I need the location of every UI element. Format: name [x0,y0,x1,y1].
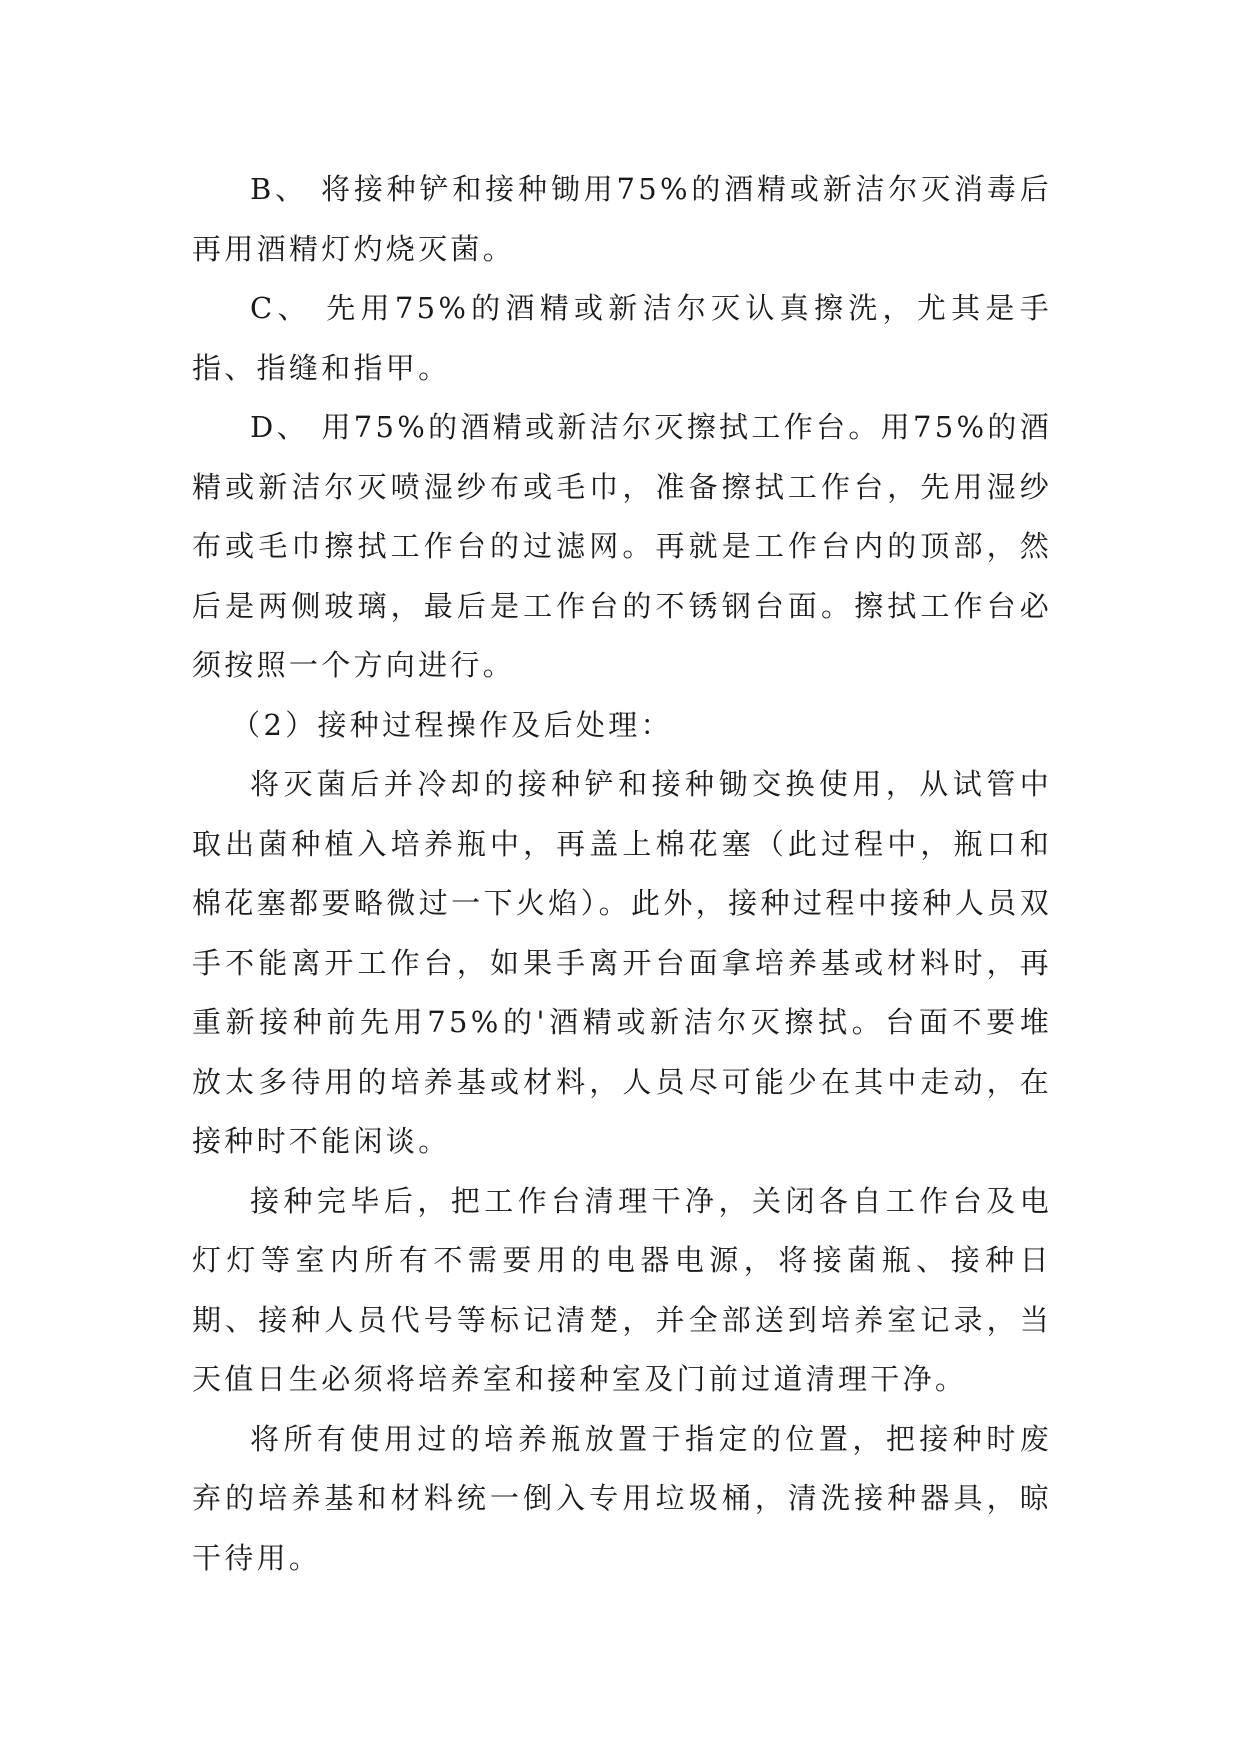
paragraph-disposal: 将所有使用过的培养瓶放置于指定的位置，把接种时废弃的培养基和材料统一倒入专用垃圾桶，清洗接种器具，晾干待用。 [192,1421,1052,1575]
paragraph-step-c: C、 先用75%的酒精或新洁尔灭认真擦洗，尤其是手指、指缝和指甲。 [192,291,1052,385]
section-subheading: （2）接种过程操作及后处理： [231,707,673,742]
paragraph-cleanup: 接种完毕后，把工作台清理干净，关闭各自工作台及电灯灯等室内所有不需要用的电器电源，将接菌瓶、接种日期、接种人员代号等标记清楚，并全部送到培养室记录，当天值日生必须将培养室和接种室及门前过道清理干净。 [192,1183,1052,1396]
paragraph-step-b: B、 将接种铲和接种锄用75%的酒精或新洁尔灭消毒后再用酒精灯灼烧灭菌。 [192,172,1052,266]
paragraph-inoculation-procedure: 将灭菌后并冷却的接种铲和接种锄交换使用，从试管中取出菌种植入培养瓶中，再盖上棉花塞（此过程中，瓶口和棉花塞都要略微过一下火焰）。此外，接种过程中接种人员双手不能离开工作台，如果手离开台面拿培养基或材料时，再重新接种前先用75%的'酒精或新洁尔灭擦拭。台面不要堆放太多待用的培养基或材料，人员尽可能少在其中走动，在接种时不能闲谈。 [192,767,1052,1158]
paragraph-step-d: D、 用75%的酒精或新洁尔灭擦拭工作台。用75%的酒精或新洁尔灭喷湿纱布或毛巾，准备擦拭工作台，先用湿纱布或毛巾擦拭工作台的过滤网。再就是工作台内的顶部，然后是两侧玻璃，最后是工作台的不锈钢台面。擦拭工作台必须按照一个方向进行。 [192,410,1052,682]
document-body [192,160,1052,1588]
